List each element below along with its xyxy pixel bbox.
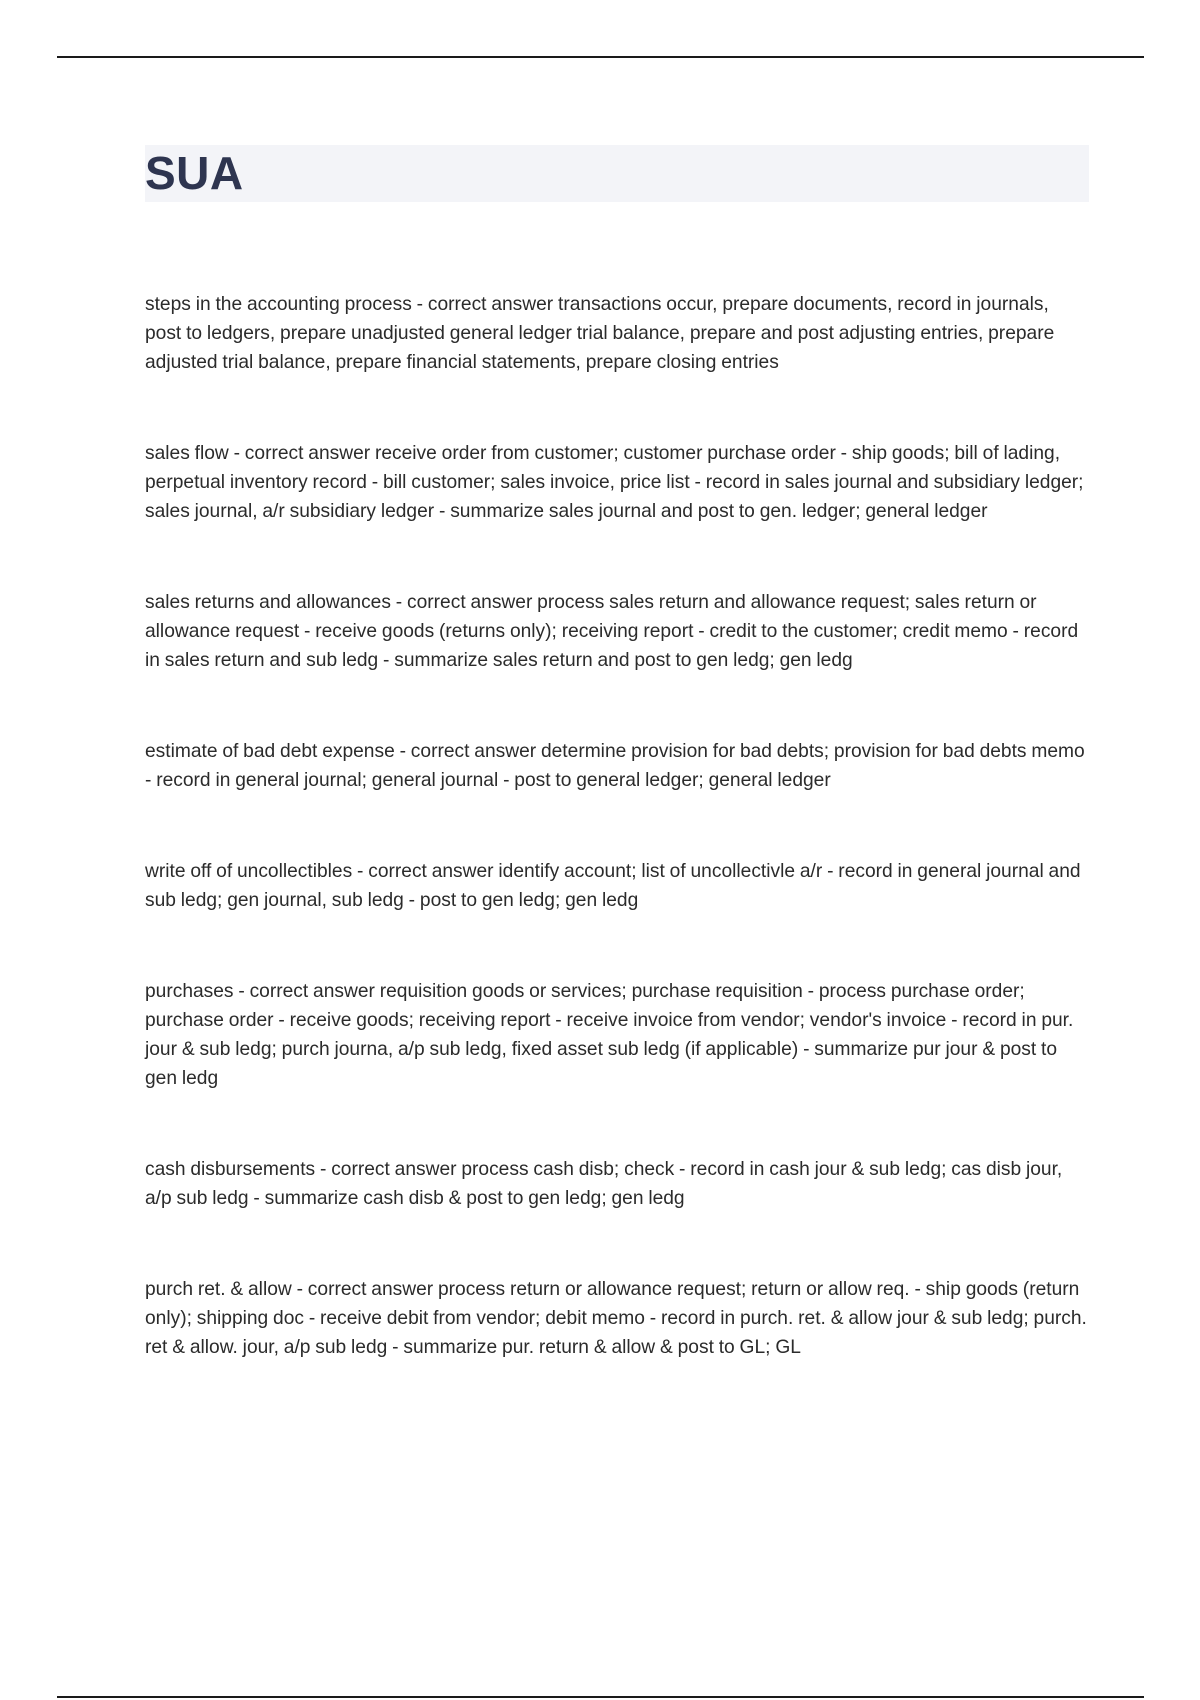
entry-cash-disbursements (145, 1155, 1089, 1213)
entry-answer: requisition goods or services; purchase requisition - process purchase order; purchase order - receive goods; receiving report - receive invoice from vendor; vendor's invoice - record in pur. jour & sub ledg; purch journa, a/p sub ledg, fixed asset sub ledg (if applicable) - summarize pur jour & post to gen ledg (145, 981, 1074, 1089)
top-rule (57, 56, 1144, 58)
entry-answer: process return or allowance request; return or allow req. - ship goods (return only); shipping doc - receive debit from vendor; debit memo - record in purch. ret. & allow jour & sub ledg; purch. ret & allow. jour, a/p sub ledg - summarize pur. return & allow & post to GL; GL (145, 1279, 1087, 1358)
entry-separator: - correct answer (315, 1159, 462, 1180)
entry-term: purch ret. & allow (145, 1279, 292, 1300)
entry-separator: - correct answer (390, 592, 538, 613)
entry-separator: - correct answer (233, 981, 380, 1002)
entry-answer: process sales return and allowance request; sales return or allowance request - receive goods (returns only); receiving report - credit to the customer; credit memo - record in sales return and sub ledg - summarize sales return and post to gen ledg; gen ledg (145, 592, 1079, 671)
entry-purchases (145, 977, 1089, 1093)
entry-term: cash disbursements (145, 1159, 316, 1180)
entry-sales-flow (145, 439, 1089, 526)
entry-list (145, 290, 1089, 1424)
entry-write-off (145, 857, 1089, 915)
entry-separator: - correct answer (411, 294, 559, 315)
bottom-rule (57, 1696, 1144, 1698)
entry-term: write off of uncollectibles (145, 861, 353, 882)
entry-bad-debt-expense (145, 737, 1089, 795)
entry-term: sales flow (145, 443, 229, 464)
entry-separator: - correct answer (228, 443, 375, 464)
entry-term: steps in the accounting process (145, 294, 412, 315)
entry-answer: identify account; list of uncollectivle a/r - record in general journal and sub ledg; gen journal, sub ledg - post to gen ledg; gen ledg (145, 861, 1081, 911)
entry-term: sales returns and allowances (145, 592, 391, 613)
entry-accounting-process (145, 290, 1089, 377)
entry-term: purchases (145, 981, 234, 1002)
title-banner (145, 145, 1089, 202)
entry-answer: process cash disb; check - record in cash jour & sub ledg; cas disb jour, a/p sub ledg - summarize cash disb & post to gen ledg; gen ledg (145, 1159, 1063, 1209)
entry-answer: transactions occur, prepare documents, record in journals, post to ledgers, prepare unadjusted general ledger trial balance, prepare and post adjusting entries, prepare adjusted trial balance, prepare financial statements, prepare closing entries (145, 294, 1055, 373)
document-title: SUA (145, 147, 244, 199)
entry-term: estimate of bad debt expense (145, 741, 395, 762)
entry-answer: determine provision for bad debts; provision for bad debts memo - record in general journal; general journal - post to general ledger; general ledger (145, 741, 1085, 791)
entry-separator: - correct answer (394, 741, 541, 762)
entry-separator: - correct answer (291, 1279, 438, 1300)
entry-sales-returns (145, 588, 1089, 675)
entry-separator: - correct answer (352, 861, 499, 882)
entry-answer: receive order from customer; customer purchase order - ship goods; bill of lading, perpetual inventory record - bill customer; sales invoice, price list - record in sales journal and subsidiary ledger; sales journal, a/r subsidiary ledger - summarize sales journal and post to gen. ledger; general ledger (145, 443, 1084, 522)
entry-purch-returns (145, 1275, 1089, 1362)
